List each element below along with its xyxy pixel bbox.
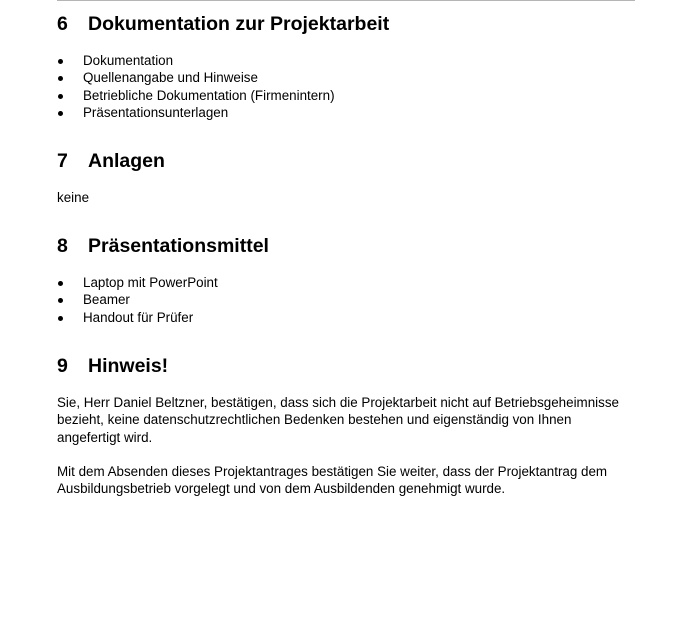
bullet-icon xyxy=(58,94,63,99)
section-heading xyxy=(57,234,647,258)
section-title: Hinweis! xyxy=(88,355,169,377)
section-dokumentation-list xyxy=(57,52,647,121)
list-item xyxy=(57,87,647,104)
list-item xyxy=(57,291,647,308)
section-heading xyxy=(57,149,647,173)
section-hinweis-paragraph-1 xyxy=(57,394,647,446)
bullet-icon xyxy=(58,76,63,81)
list-item-text: Laptop mit PowerPoint xyxy=(83,275,218,290)
bullet-icon xyxy=(58,111,63,116)
list-item-text: Quellenangabe und Hinweise xyxy=(83,70,258,86)
section-hinweis xyxy=(57,354,647,378)
section-heading xyxy=(57,12,647,36)
list-item-text: Beamer xyxy=(83,292,130,308)
section-number: 8 xyxy=(57,235,68,257)
section-hinweis-paragraph-2 xyxy=(57,463,647,498)
paragraph-line: Mit dem Absenden dieses Projektantrages bestätigen Sie weiter, dass der Projektantrag dem xyxy=(57,464,608,479)
paragraph-line: angefertigt wird. xyxy=(57,429,153,445)
list-item xyxy=(57,309,647,326)
bullet-list xyxy=(57,52,647,121)
bullet-icon xyxy=(58,316,63,321)
list-item xyxy=(57,52,647,69)
section-anlagen xyxy=(57,149,647,173)
section-title: Anlagen xyxy=(88,150,165,172)
section-number: 7 xyxy=(57,150,68,172)
section-number: 6 xyxy=(57,13,68,35)
section-heading xyxy=(57,354,647,378)
list-item-text: Präsentationsunterlagen xyxy=(83,104,229,120)
list-item xyxy=(57,69,647,86)
bullet-list xyxy=(57,274,647,326)
bullet-icon xyxy=(58,298,63,303)
section-praesentationsmittel-list xyxy=(57,274,647,326)
bullet-icon xyxy=(58,281,63,286)
paragraph-line: bezieht, keine datenschutzrechtlichen Bedenken bestehen und eigenständig von Ihnen xyxy=(57,412,572,428)
section-text: keine xyxy=(57,190,90,205)
list-item-text: Dokumentation xyxy=(83,53,174,68)
section-dokumentation xyxy=(57,12,647,36)
section-praesentationsmittel xyxy=(57,234,647,258)
paragraph-line: Ausbildungsbetrieb vorgelegt und von dem Ausbildenden genehmigt wurde. xyxy=(57,481,506,497)
paragraph-line: Sie, Herr Daniel Beltzner, bestätigen, dass sich die Projektarbeit nicht auf Betriebsgeheimnisse xyxy=(57,395,619,410)
list-item-text: Betriebliche Dokumentation (Firmenintern) xyxy=(83,87,335,103)
list-item xyxy=(57,274,647,291)
bullet-icon xyxy=(58,59,63,64)
list-item-text: Handout für Prüfer xyxy=(83,309,194,325)
page-top-rule xyxy=(57,0,635,1)
section-title: Dokumentation zur Projektarbeit xyxy=(88,13,390,35)
section-anlagen-body xyxy=(57,189,647,206)
section-title: Präsentationsmittel xyxy=(88,235,269,257)
section-number: 9 xyxy=(57,355,68,377)
list-item xyxy=(57,104,647,121)
